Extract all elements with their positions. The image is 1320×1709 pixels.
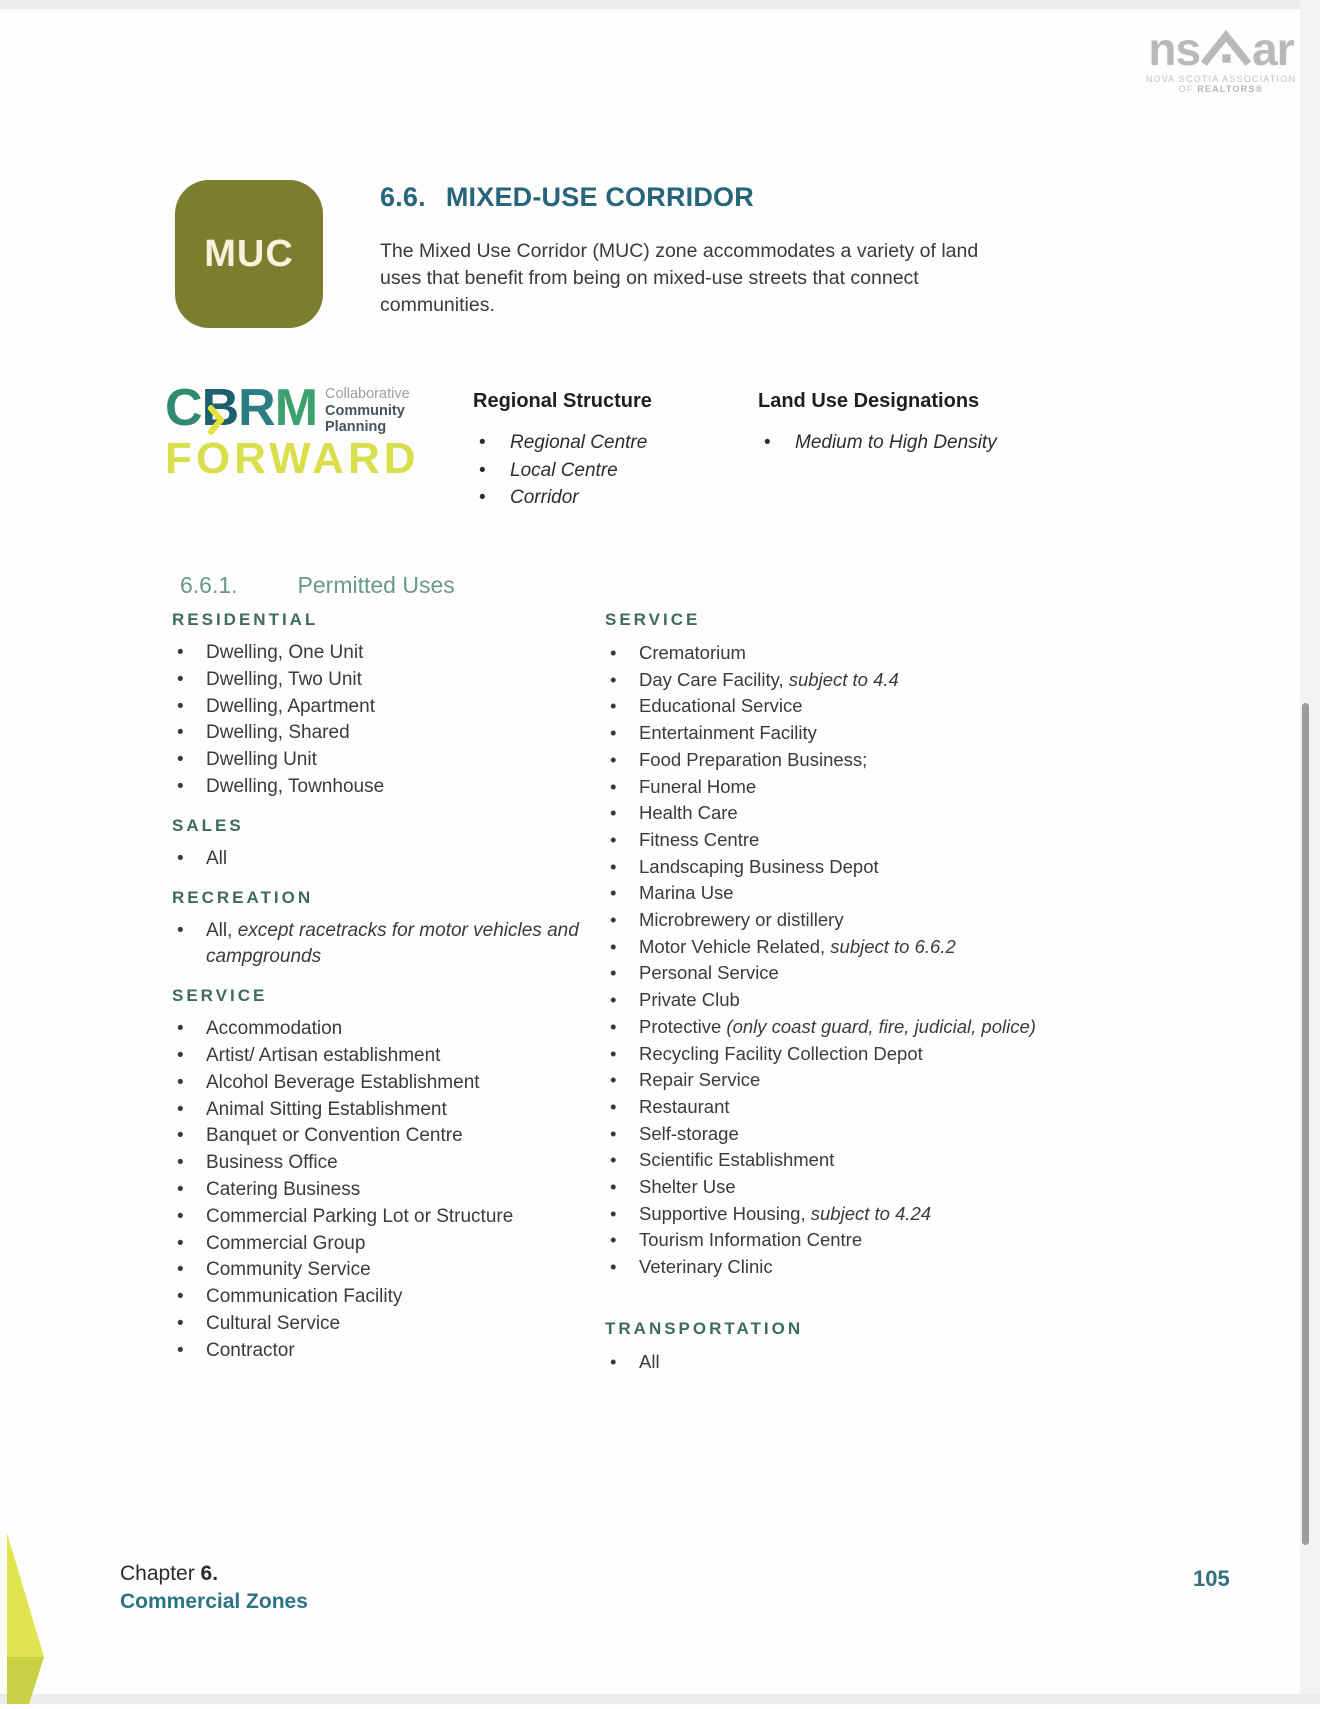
bullet-icon: •: [177, 1339, 184, 1361]
cbrm-forward-text: FORWARD: [165, 433, 420, 483]
bullet-icon: •: [610, 1122, 617, 1144]
regional-structure-block: [473, 390, 763, 512]
bullet-icon: •: [610, 1069, 617, 1091]
list-item: • Dwelling Unit: [172, 747, 584, 774]
bullet-icon: •: [610, 1229, 617, 1251]
list-item: • Protective (only coast guard, fire, judicial, police): [605, 1014, 1165, 1041]
list-item: • Catering Business: [172, 1177, 584, 1204]
list-item: • Landscaping Business Depot: [605, 854, 1165, 881]
list-item: • Repair Service: [605, 1067, 1165, 1094]
section-item-list: [172, 640, 584, 801]
cbrm-tagline: Collaborative Community Planning: [325, 386, 410, 435]
list-item: • Funeral Home: [605, 774, 1165, 801]
list-item: • Tourism Information Centre: [605, 1227, 1165, 1254]
bullet-icon: •: [177, 1125, 184, 1147]
bullet-icon: •: [610, 828, 617, 850]
footer-chapter: Chapter 6.: [120, 1562, 219, 1585]
list-item: • Commercial Parking Lot or Structure: [172, 1204, 584, 1231]
bullet-icon: •: [177, 1312, 184, 1334]
list-item: • Crematorium: [605, 640, 1165, 667]
bullet-icon: •: [177, 1286, 184, 1308]
zone-title: [380, 182, 754, 213]
list-item: • Microbrewery or distillery: [605, 907, 1165, 934]
bullet-icon: •: [610, 642, 617, 663]
bullet-icon: •: [479, 459, 486, 481]
bullet-icon: •: [610, 1350, 617, 1372]
house-roof-icon: [1201, 24, 1251, 72]
list-item: • Dwelling, Apartment: [172, 694, 584, 721]
section-item-list: [172, 918, 584, 972]
nsar-text-left: ns: [1148, 23, 1201, 75]
permitted-uses-left-column: [172, 610, 584, 1365]
bullet-icon: •: [610, 1095, 617, 1117]
list-item: • Commercial Group: [172, 1231, 584, 1258]
list-item: • Motor Vehicle Related, subject to 6.6.2: [605, 934, 1165, 961]
list-item: • Recycling Facility Collection Depot: [605, 1041, 1165, 1068]
nsar-wordmark: [1138, 23, 1304, 75]
list-item: • Community Service: [172, 1257, 584, 1284]
bullet-icon: •: [177, 1205, 184, 1227]
zone-badge: [175, 180, 323, 328]
permitted-uses-right-column: [605, 610, 1165, 1376]
list-item: • Entertainment Facility: [605, 720, 1165, 747]
nsar-logo: [1138, 24, 1304, 94]
cbrm-arrow-icon: [208, 394, 224, 442]
list-item: • Food Preparation Business;: [605, 747, 1165, 774]
section-item-list: [605, 1349, 1165, 1376]
bullet-icon: •: [177, 1178, 184, 1200]
bullet-icon: •: [177, 1044, 184, 1066]
bullet-icon: •: [610, 722, 617, 744]
section-item-list: [605, 640, 1165, 1281]
bullet-icon: •: [764, 432, 771, 453]
bullet-icon: •: [177, 1098, 184, 1120]
zone-number: 6.6.: [380, 182, 426, 212]
permitted-uses-heading: [180, 572, 455, 599]
list-item: • Private Club: [605, 987, 1165, 1014]
land-use-list: [758, 429, 1058, 457]
list-item: • Banquet or Convention Centre: [172, 1123, 584, 1150]
list-item: • All: [605, 1349, 1165, 1376]
bullet-icon: •: [610, 695, 617, 717]
bullet-icon: •: [177, 1018, 184, 1040]
list-item: • Fitness Centre: [605, 827, 1165, 854]
regional-structure-list: [473, 429, 763, 512]
list-item: • Artist/ Artisan establishment: [172, 1043, 584, 1070]
list-item: • All, except racetracks for motor vehicles and campgrounds: [177, 919, 579, 968]
bullet-icon: •: [177, 1152, 184, 1174]
bullet-icon: •: [177, 642, 184, 663]
bullet-icon: •: [610, 1015, 617, 1037]
bullet-icon: •: [177, 1259, 184, 1281]
list-item: • Self-storage: [605, 1121, 1165, 1148]
list-item: • All: [172, 846, 584, 873]
list-item: • Dwelling, Two Unit: [172, 667, 584, 694]
viewer-bottom-edge: [0, 1694, 1320, 1704]
bullet-icon: •: [479, 432, 486, 453]
list-item: • Restaurant: [605, 1094, 1165, 1121]
viewer-top-edge: [0, 0, 1320, 9]
zone-description: The Mixed Use Corridor (MUC) zone accommodates a variety of land uses that benefit from being on mixed-use streets that connect communities.: [380, 240, 979, 316]
bullet-icon: •: [177, 695, 184, 717]
list-item: • Animal Sitting Establishment: [172, 1097, 584, 1124]
section-heading: SERVICE: [605, 610, 701, 629]
bullet-icon: •: [479, 487, 486, 508]
corner-arrow-graphic: [0, 1528, 50, 1709]
bullet-icon: •: [610, 748, 617, 770]
list-item: • Local Centre: [473, 457, 763, 485]
list-item: • Veterinary Clinic: [605, 1254, 1165, 1281]
land-use-block: [758, 390, 1058, 457]
list-item: • Marina Use: [605, 880, 1165, 907]
list-item: • Dwelling, Shared: [172, 720, 584, 747]
list-item: • Personal Service: [605, 960, 1165, 987]
list-item: • Cultural Service: [172, 1311, 584, 1338]
bullet-icon: •: [177, 1232, 184, 1254]
permitted-uses-section: [172, 986, 584, 1364]
section-heading: RESIDENTIAL: [172, 610, 319, 629]
bullet-icon: •: [177, 668, 184, 690]
cbrm-wordmark: C B R M: [165, 384, 317, 432]
nsar-subtitle: NOVA SCOTIA ASSOCIATION: [1145, 74, 1297, 84]
permitted-uses-section: [172, 816, 584, 873]
bullet-icon: •: [610, 1149, 617, 1171]
list-item: • Dwelling, One Unit: [172, 640, 584, 667]
bullet-icon: •: [610, 989, 617, 1011]
list-item: • Shelter Use: [605, 1174, 1165, 1201]
list-item: • Educational Service: [605, 693, 1165, 720]
scrollbar-thumb[interactable]: [1302, 703, 1309, 1545]
list-item: • Business Office: [172, 1150, 584, 1177]
list-item: • Accommodation: [172, 1016, 584, 1043]
list-item: • Day Care Facility, subject to 4.4: [605, 667, 1165, 694]
footer-chapter-title: Commercial Zones: [120, 1590, 308, 1613]
bullet-icon: •: [177, 1071, 184, 1093]
zone-name: MIXED-USE CORRIDOR: [445, 182, 754, 212]
bullet-icon: •: [610, 1202, 617, 1224]
permitted-uses-section: [605, 610, 1165, 1281]
bullet-icon: •: [610, 935, 617, 957]
section-heading: RECREATION: [172, 887, 314, 907]
list-item: • Alcohol Beverage Establishment: [172, 1070, 584, 1097]
bullet-icon: •: [177, 919, 184, 941]
land-use-heading: Land Use Designations: [758, 390, 980, 412]
zone-badge-label: MUC: [204, 232, 294, 275]
list-item: • Health Care: [605, 800, 1165, 827]
section-item-list: [172, 1016, 584, 1364]
list-item: • Supportive Housing, subject to 4.24: [605, 1201, 1165, 1228]
permitted-uses-section: [605, 1319, 1165, 1376]
nsar-text-right: ar: [1252, 23, 1294, 75]
bullet-icon: •: [610, 668, 617, 690]
bullet-icon: •: [610, 802, 617, 824]
list-item: • Regional Centre: [473, 429, 763, 457]
bullet-icon: •: [177, 847, 184, 869]
permitted-uses-number: 6.6.1.: [180, 572, 238, 598]
nsar-subtitle-2: OF REALTORS®: [1178, 84, 1264, 94]
bullet-icon: •: [610, 909, 617, 931]
list-item: • Medium to High Density: [758, 429, 1058, 457]
bullet-icon: •: [610, 855, 617, 877]
permitted-uses-title: Permitted Uses: [297, 572, 455, 598]
bullet-icon: •: [610, 775, 617, 797]
bullet-icon: •: [177, 722, 184, 744]
bullet-icon: •: [610, 882, 617, 904]
regional-structure-heading: Regional Structure: [473, 390, 652, 412]
bullet-icon: •: [610, 1176, 617, 1198]
cbrm-forward-logo: [165, 379, 445, 483]
list-item: • Scientific Establishment: [605, 1147, 1165, 1174]
bullet-icon: •: [610, 962, 617, 984]
bullet-icon: •: [610, 1256, 617, 1278]
bullet-icon: •: [177, 749, 184, 771]
bullet-icon: •: [610, 1042, 617, 1064]
list-item: • Contractor: [172, 1338, 584, 1365]
list-item: • Corridor: [473, 484, 763, 512]
bullet-icon: •: [177, 775, 184, 797]
page-number: 105: [1193, 1566, 1230, 1591]
permitted-uses-section: [172, 888, 584, 972]
section-heading: TRANSPORTATION: [605, 1318, 804, 1338]
permitted-uses-section: [172, 610, 584, 801]
section-heading: SALES: [172, 815, 244, 835]
section-heading: SERVICE: [172, 986, 268, 1006]
list-item: • Communication Facility: [172, 1284, 584, 1311]
section-item-list: [172, 846, 584, 873]
list-item: • Dwelling, Townhouse: [172, 774, 584, 801]
